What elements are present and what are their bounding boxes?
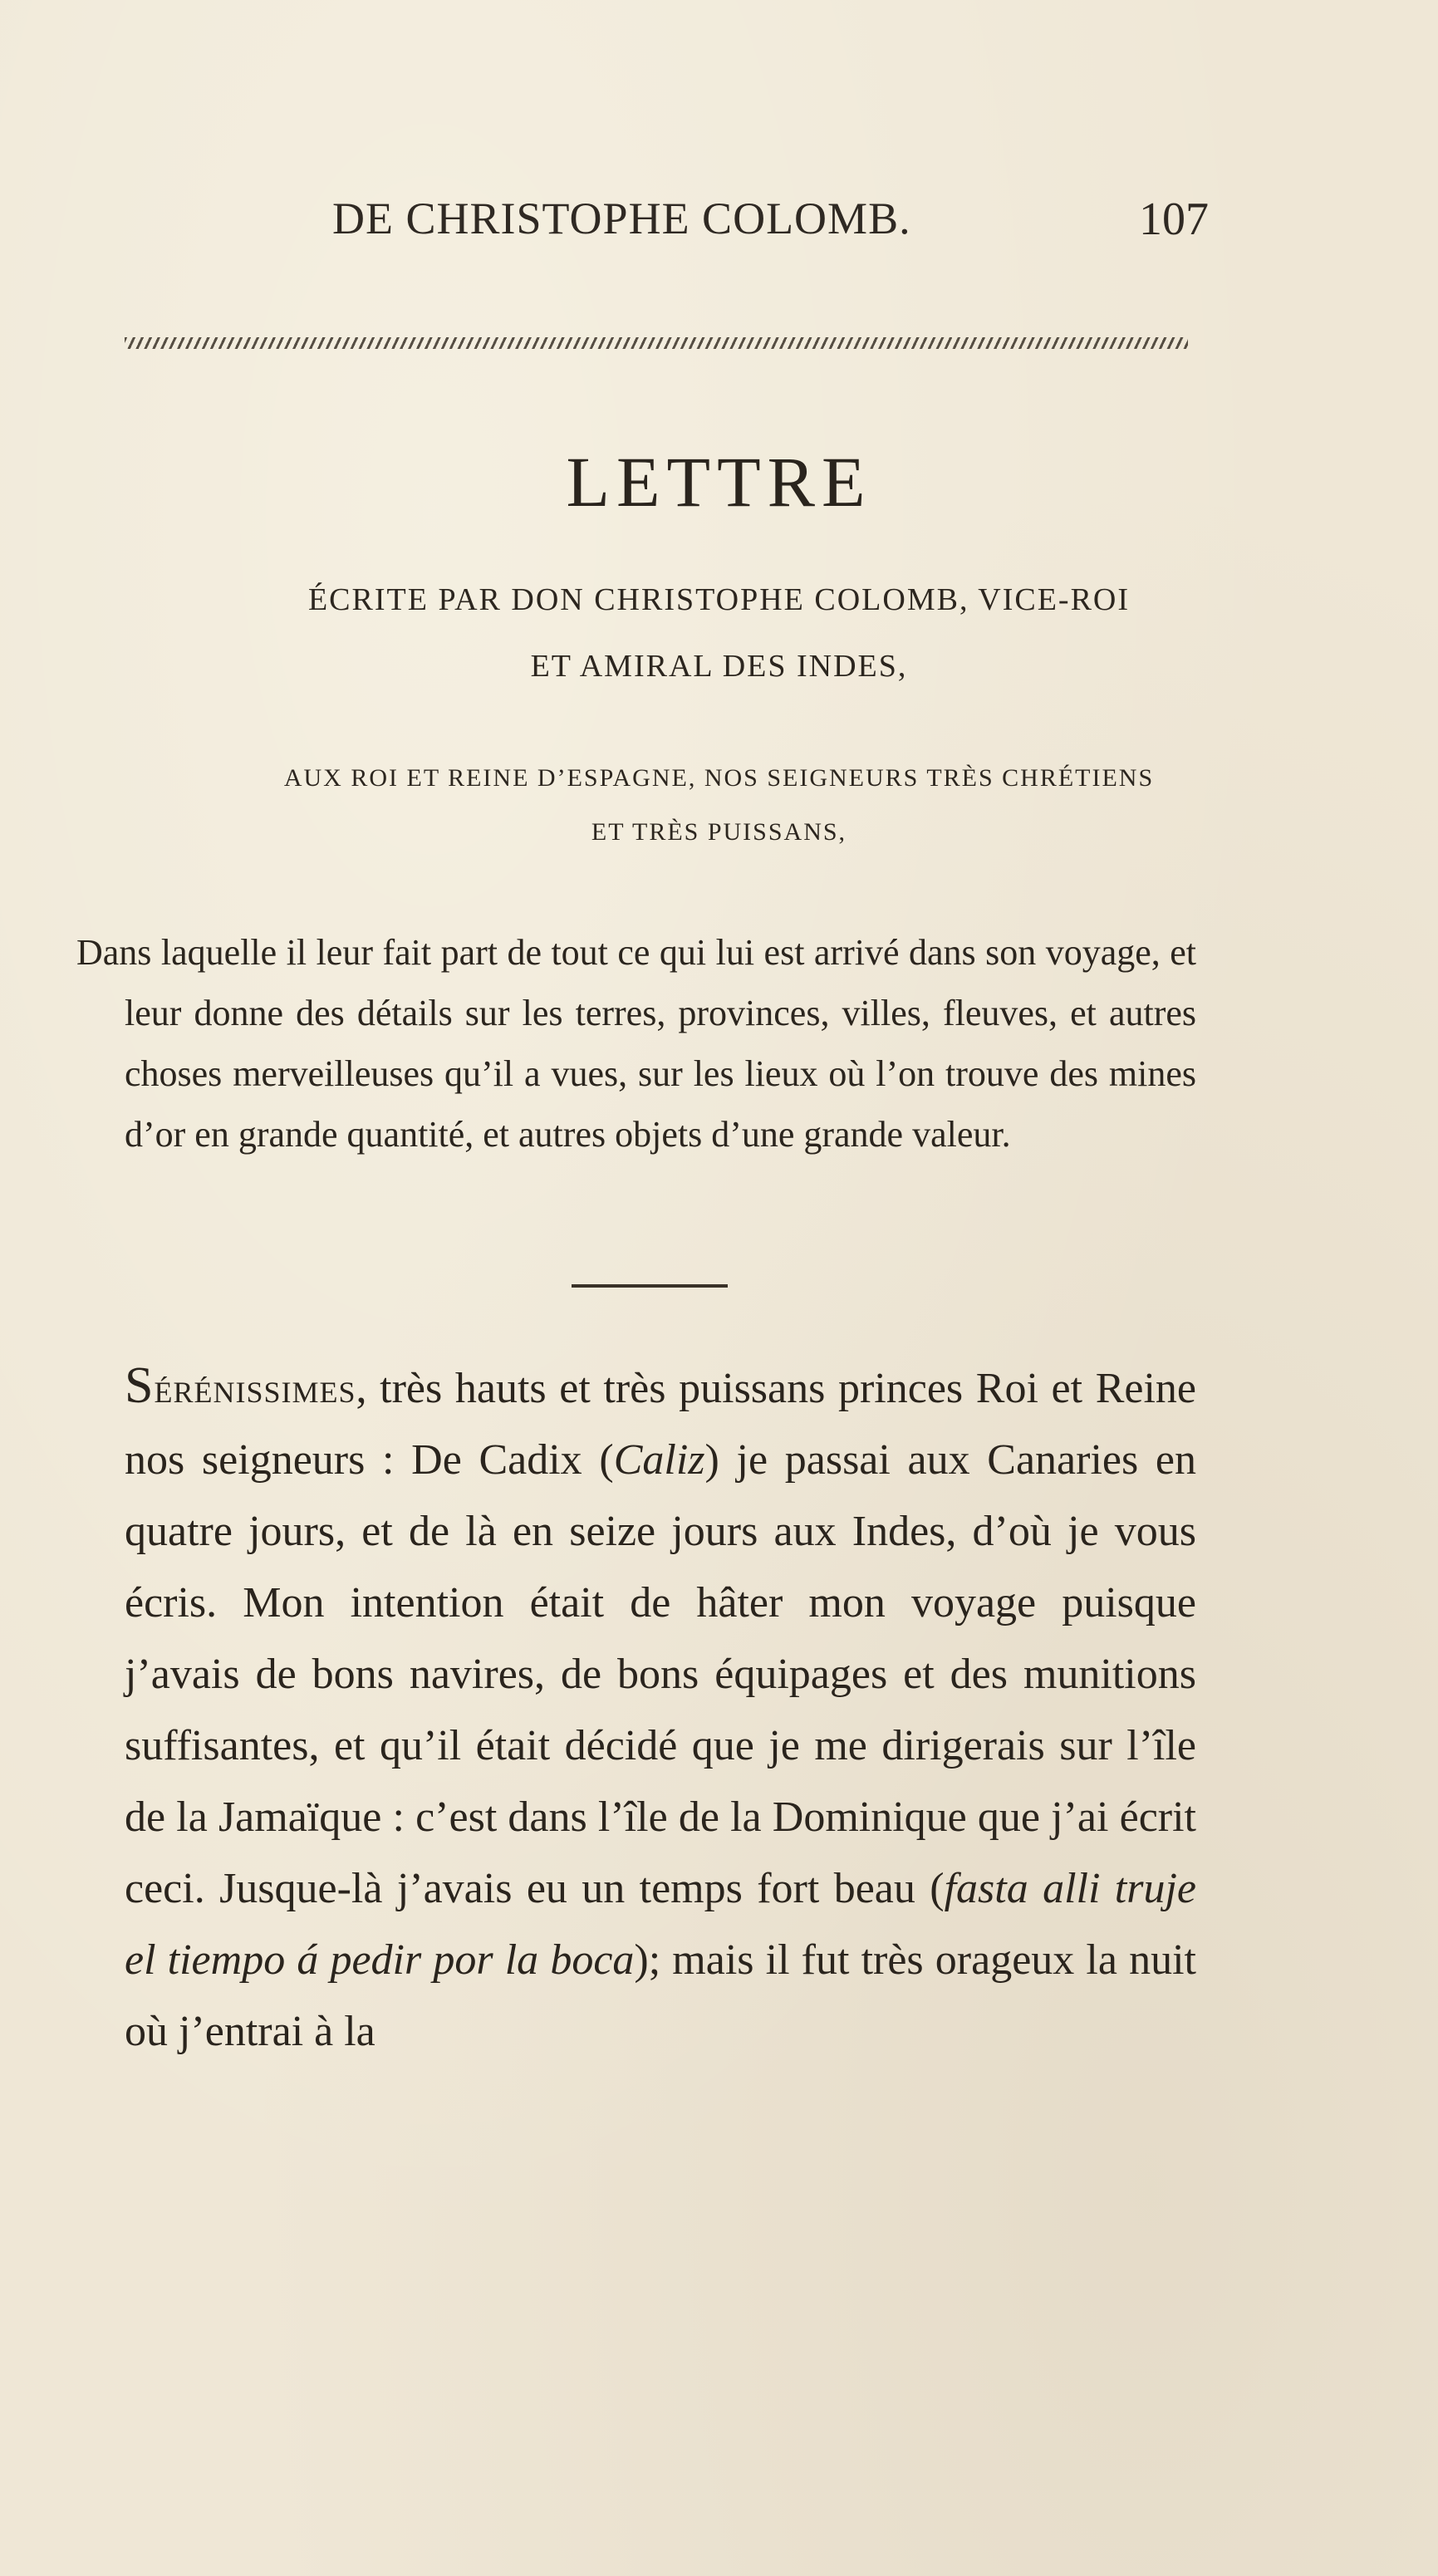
page-number: 107 bbox=[1139, 194, 1209, 245]
subtitle-line-4: ET TRÈS PUISSANS, bbox=[591, 818, 847, 846]
running-title: DE CHRISTOPHE COLOMB. bbox=[332, 194, 911, 243]
body-paragraph bbox=[125, 1350, 1196, 2068]
lead-rest: érénissimes bbox=[154, 1365, 356, 1412]
body-part-3: ); mais il fut très orageux la nuit où j’entrai à la bbox=[125, 1936, 1196, 2055]
italic-caliz: Caliz bbox=[613, 1436, 705, 1484]
page-header bbox=[332, 193, 1209, 251]
subtitle-line-1: ÉCRITE PAR DON CHRISTOPHE COLOMB, VICE-ROI bbox=[307, 582, 1131, 617]
body-part-1: , très hauts et très puissans princes Roi et Reine nos seigneurs : De Cadix ( bbox=[125, 1365, 1196, 1484]
subtitle-line-2: ET AMIRAL DES INDES, bbox=[530, 649, 908, 684]
body-part-2: ) je passai aux Canaries en quatre jours, et de là en seize jours aux Indes, d’où je vous écris. Mon intention était de hâter mon voyage puisque j’avais de bons navires, de bons équipages et des munitions suffisantes, et qu’il était décidé que je me dirigerais sur l’île de la Jamaïque : c’est dans l’île de la Dominique que j’ai écrit ceci. Jusque-là j’avais eu un temps fort beau ( bbox=[125, 1436, 1196, 1912]
ornamental-rule bbox=[125, 337, 1188, 349]
subtitle-line-3: AUX ROI ET REINE D’ESPAGNE, NOS SEIGNEURS TRÈS CHRÉTIENS bbox=[283, 764, 1155, 792]
lead-word bbox=[125, 1357, 356, 1414]
summary-paragraph: Dans laquelle il leur fait part de tout ce qui lui est arrivé dans son voyage, et leur donne des détails sur les terres, provinces, villes, fleuves, et autres choses merveilleuses qu’il a vues, sur les lieux où l’on trouve des mines d’or en grande quantité, et autres objets d’une grande valeur. bbox=[76, 932, 1196, 1155]
chapter-title: LETTRE bbox=[566, 442, 872, 522]
lead-initial: S bbox=[125, 1357, 155, 1414]
section-divider bbox=[572, 1284, 728, 1288]
italic-spanish-quote: fasta alli truje el tiempo á pedir por la boca bbox=[125, 1865, 1196, 1984]
